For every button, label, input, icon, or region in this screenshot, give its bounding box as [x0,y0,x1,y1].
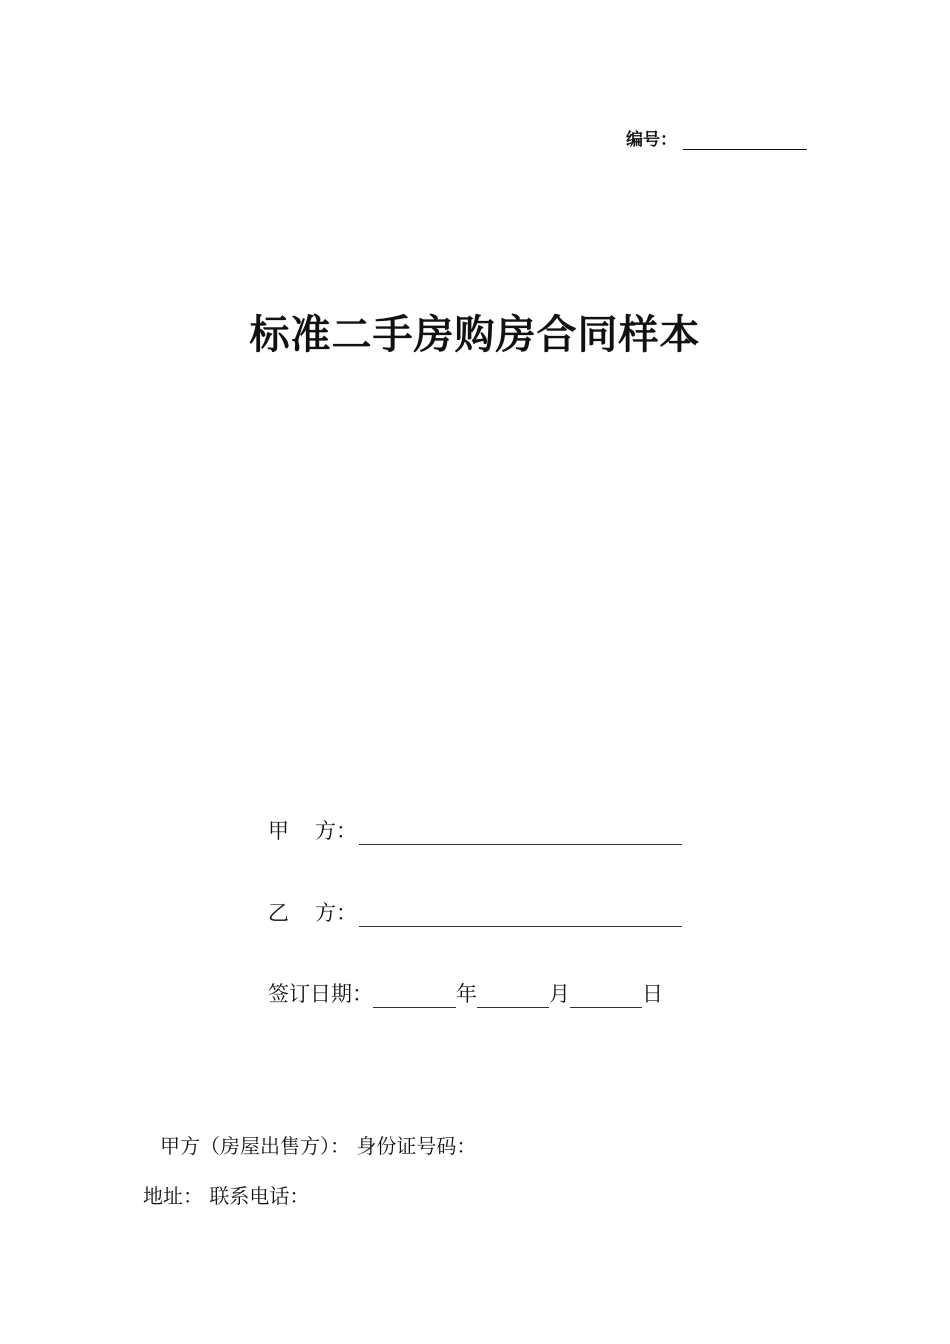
party-a-row [268,815,682,845]
address-info-line: 地址： 联系电话： [143,1184,310,1208]
party-b-label-char1: 乙 [268,901,289,925]
sign-date-year-blank [373,985,456,1008]
document-number-label: 编号： [626,130,677,150]
seller-info-line: 甲方（房屋出售方）： 身份证号码： [160,1134,477,1158]
party-b-blank [359,904,682,927]
document-number-blank [683,129,807,150]
party-b-label-char2: 方： [315,901,357,925]
sign-date-year-label: 年 [456,982,477,1006]
sign-date-month-label: 月 [549,982,570,1006]
document-number [626,125,807,150]
party-b-row [268,897,682,927]
party-a-label-char2: 方： [315,819,357,843]
party-a-blank [359,822,682,845]
sign-date-day-label: 日 [642,982,663,1006]
party-a-label-char1: 甲 [268,819,289,843]
sign-date-day-blank [570,985,642,1008]
sign-date-row [268,978,663,1008]
sign-date-month-blank [477,985,549,1008]
document-title: 标准二手房购房合同样本 [249,311,701,358]
sign-date-label: 签订日期： [268,982,373,1006]
